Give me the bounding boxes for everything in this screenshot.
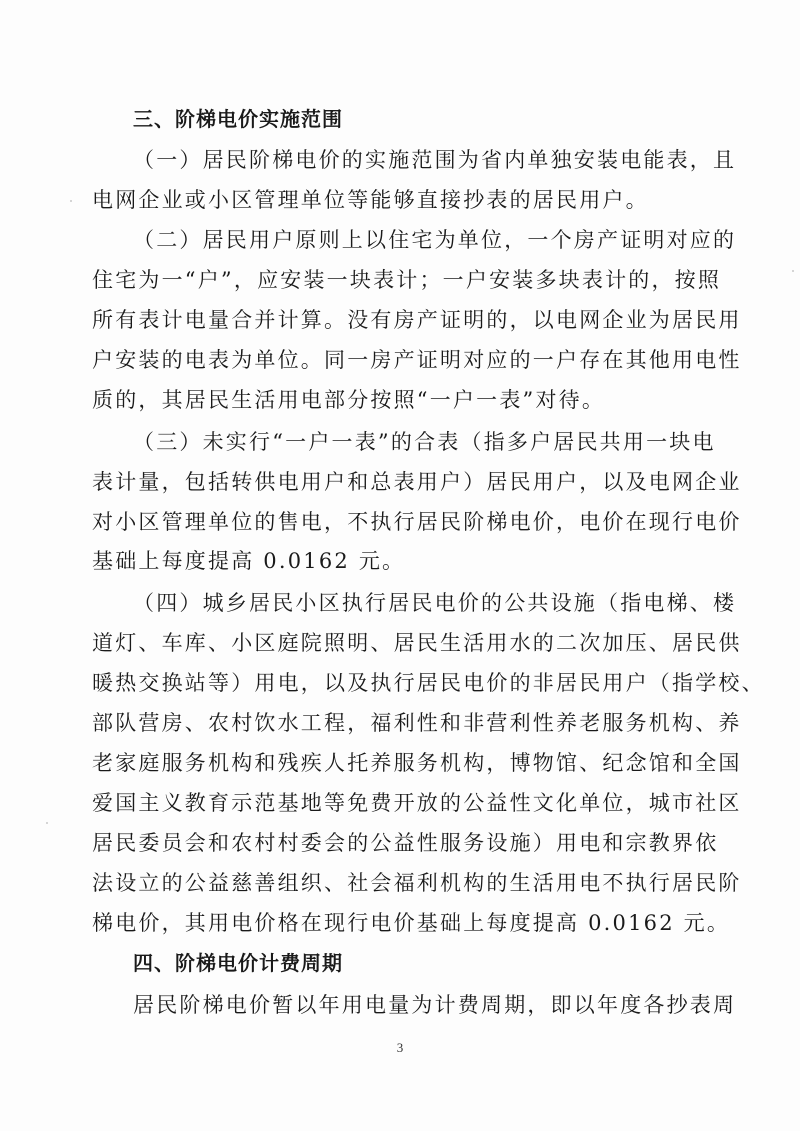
- paragraph-line: 基础上每度提高 0.0162 元。: [92, 549, 406, 573]
- paragraph-line: （一）居民阶梯电价的实施范围为省内单独安装电能表，且: [133, 148, 737, 172]
- paragraph-line: 爱国主义教育示范基地等免费开放的公益性文化单位，城市社区: [92, 791, 742, 815]
- page-number: 3: [396, 1040, 404, 1055]
- paragraph-line: 对小区管理单位的售电，不执行居民阶梯电价，电价在现行电价: [92, 510, 742, 534]
- paragraph-line: 法设立的公益慈善组织、社会福利机构的生活用电不执行居民阶: [92, 871, 742, 895]
- section-heading-4: 四、阶梯电价计费周期: [133, 951, 343, 975]
- paragraph-line: （四）城乡居民小区执行居民电价的公共设施（指电梯、楼: [133, 591, 737, 615]
- paragraph-line: 质的，其居民生活用电部分按照“一户一表”对待。: [92, 388, 606, 412]
- section-heading-3: 三、阶梯电价实施范围: [133, 107, 343, 131]
- paragraph-line: 暖热交换站等）用电，以及执行居民电价的非居民用户（指学校、: [92, 671, 765, 695]
- paragraph-line: 道灯、车库、小区庭院照明、居民生活用水的二次加压、居民供: [92, 631, 742, 655]
- paragraph-line: 住宅为一“户”，应安装一块表计；一户安装多块表计的，按照: [92, 268, 722, 292]
- paragraph-line: 表计量，包括转供电用户和总表用户）居民用户，以及电网企业: [92, 470, 742, 494]
- paragraph-line: 户安装的电表为单位。同一房产证明对应的一户存在其他用电性: [92, 348, 742, 372]
- scan-speck: [70, 200, 72, 202]
- paragraph-line: 居民委员会和农村村委会的公益性服务设施）用电和宗教界依: [92, 831, 719, 855]
- scan-speck: [46, 822, 48, 824]
- paragraph-line: 居民阶梯电价暂以年用电量为计费周期，即以年度各抄表周: [133, 993, 737, 1017]
- paragraph-line: （二）居民用户原则上以住宅为单位，一个房产证明对应的: [133, 228, 737, 252]
- paragraph-line: 部队营房、农村饮水工程，福利性和非营利性养老服务机构、养: [92, 711, 742, 735]
- paragraph-line: 电网企业或小区管理单位等能够直接抄表的居民用户。: [92, 188, 649, 212]
- scan-speck: [792, 270, 794, 272]
- paragraph-line: （三）未实行“一户一表”的合表（指多户居民共用一块电: [133, 430, 716, 454]
- paragraph-line: 梯电价，其用电价格在现行电价基础上每度提高 0.0162 元。: [92, 911, 731, 935]
- paragraph-line: 所有表计电量合并计算。没有房产证明的，以电网企业为居民用: [92, 308, 742, 332]
- paragraph-line: 老家庭服务机构和残疾人托养服务机构，博物馆、纪念馆和全国: [92, 751, 742, 775]
